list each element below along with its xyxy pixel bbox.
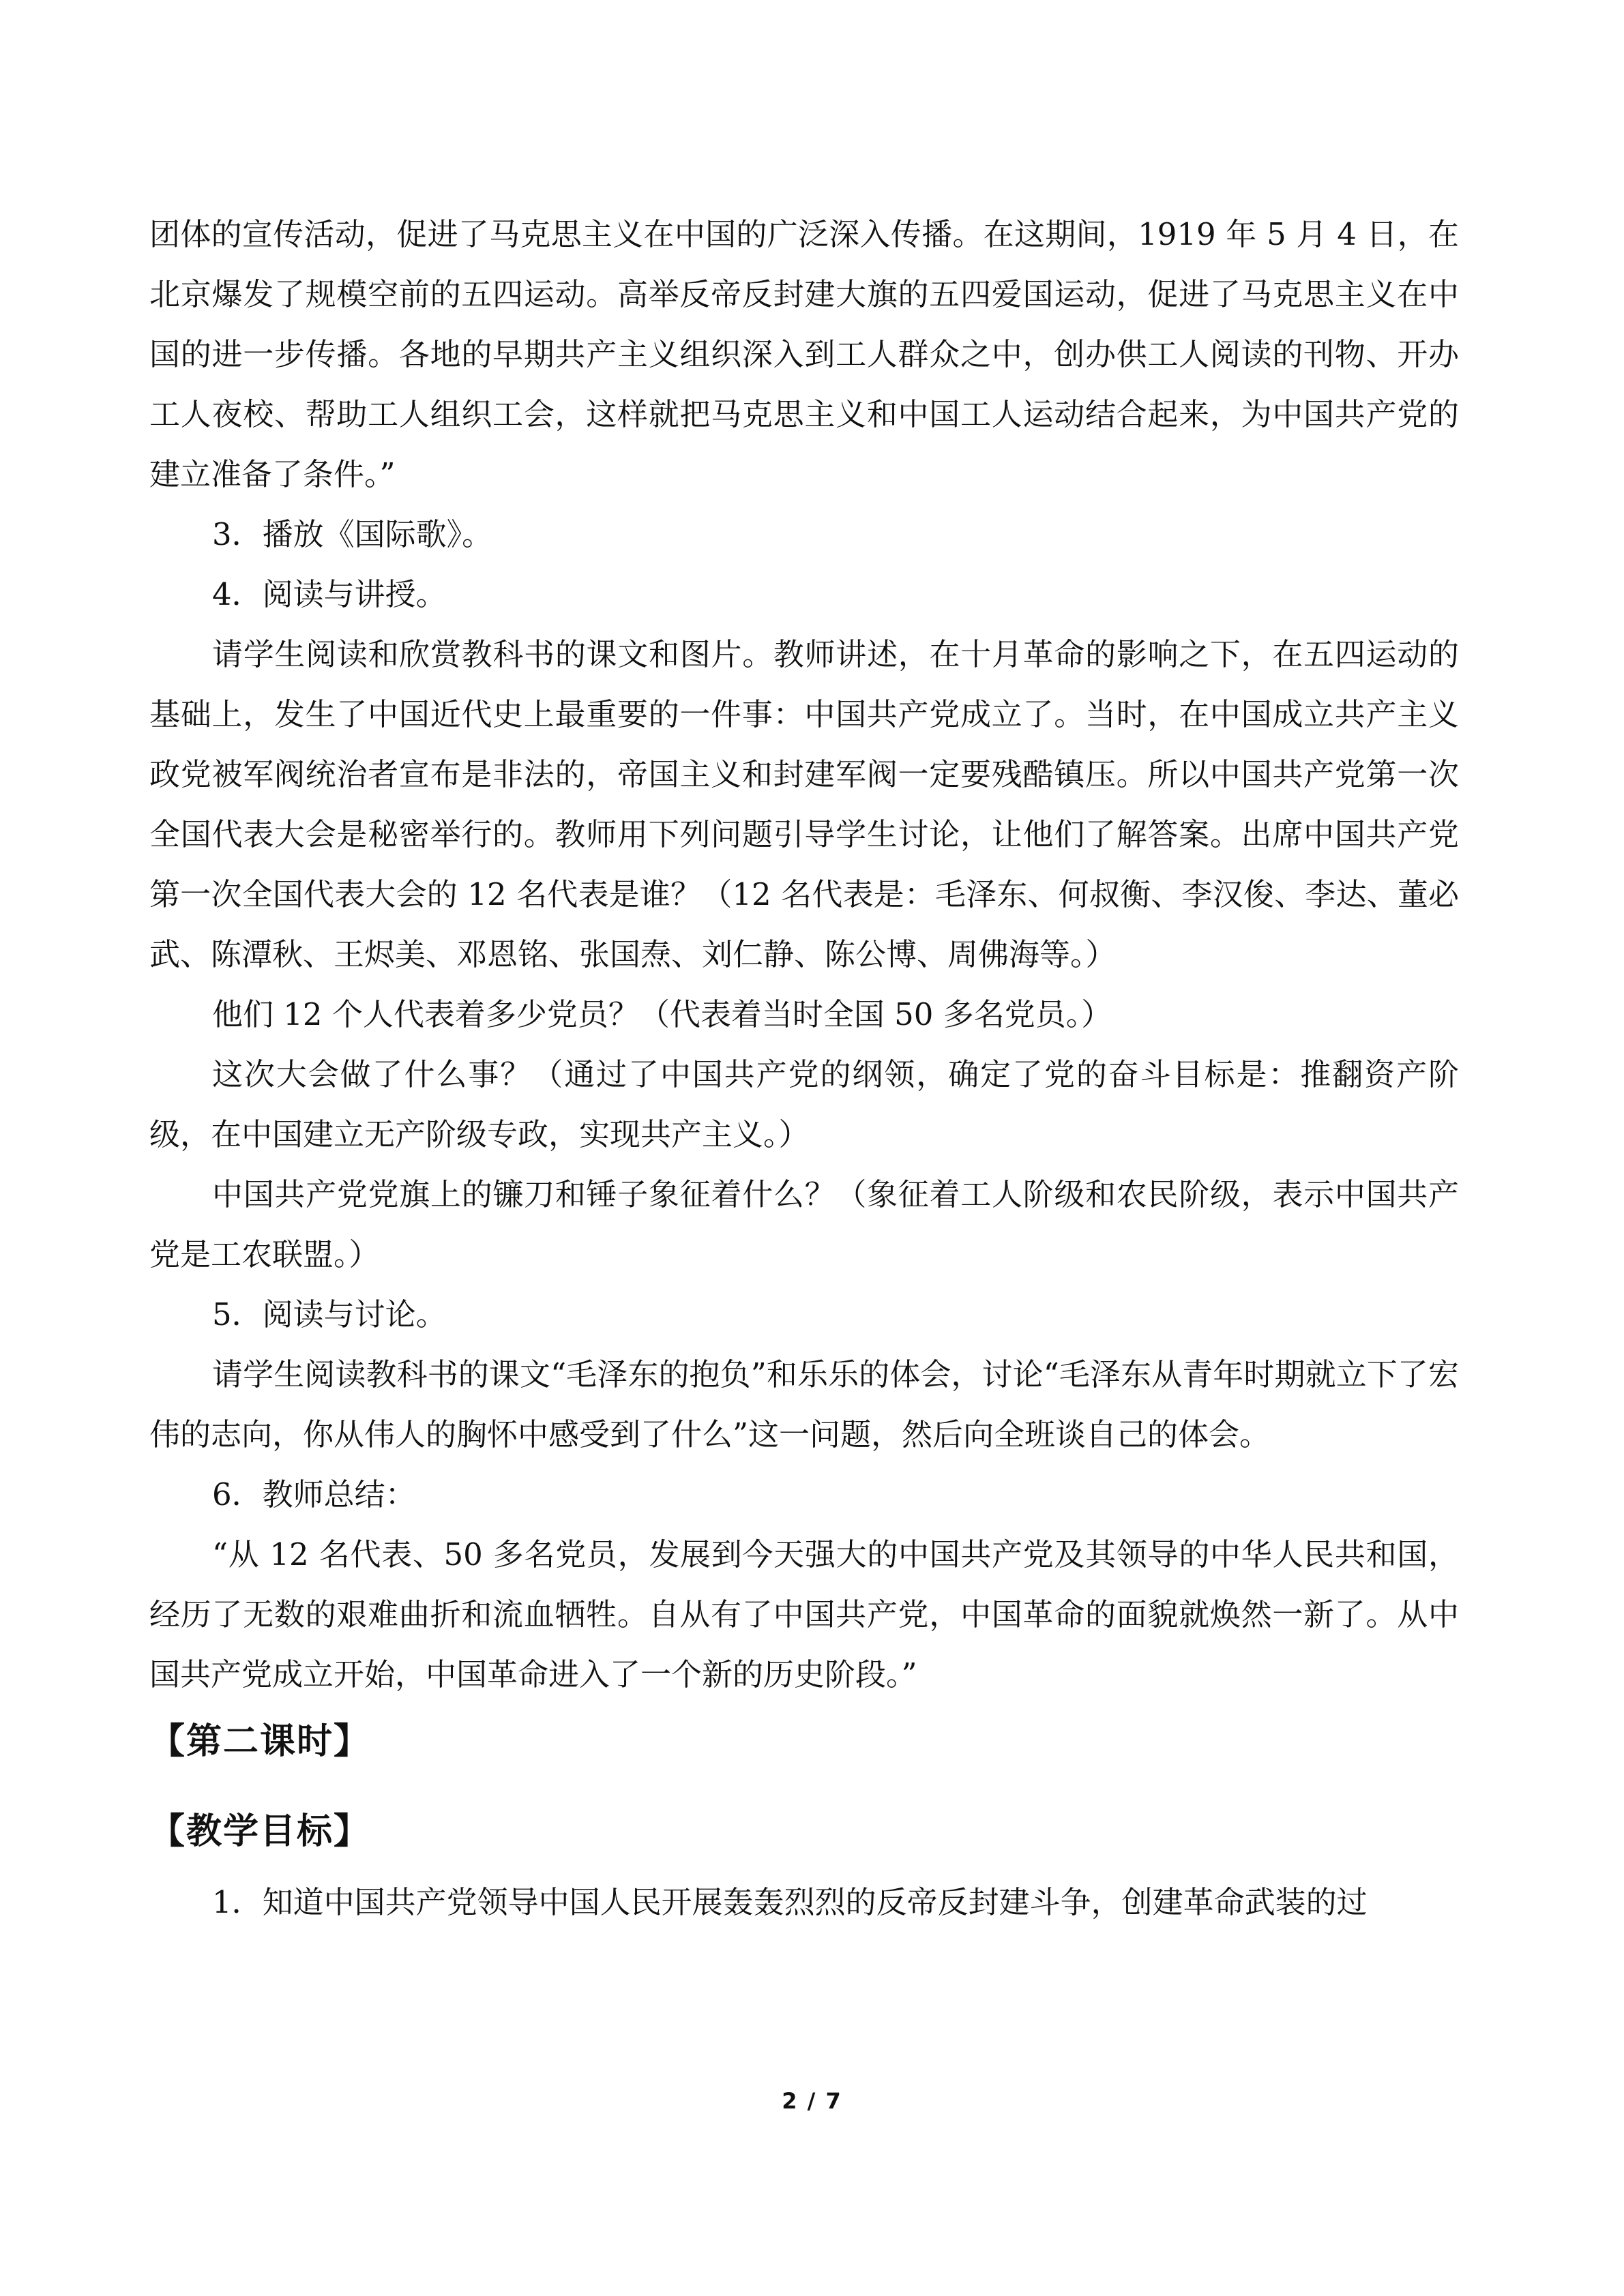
paragraph-question-congress: 这次大会做了什么事？（通过了中国共产党的纲领，确定了党的奋斗目标是：推翻资产阶级，在中国建立无产阶级专政，实现共产主义。） [149, 1056, 1459, 1152]
paragraph-step-3: 3．播放《国际歌》。 [212, 516, 493, 552]
paragraph-step-6: 6．教师总结： [212, 1476, 416, 1512]
page-content [149, 205, 1459, 1933]
paragraph-step-5: 5．阅读与讨论。 [212, 1296, 447, 1332]
objective-item: 1．知道中国共产党领导中国人民开展轰轰烈烈的反帝反封建斗争，创建革命武装的过 [212, 1884, 1368, 1920]
paragraph-continuation: 团体的宣传活动，促进了马克思主义在中国的广泛深入传播。在这期间，1919 年 5 月 4 日，在北京爆发了规模空前的五四运动。高举反帝反封建大旗的五四爱国运动，促进了马克思主义在中国的进一步传播。各地的早期共产主义组织深入到工人群众之中，创办供工人阅读的刊物、开办工人夜校、帮助工人组织工会，这样就把马克思主义和中国工人运动结合起来，为中国共产党的建立准备了条件。” [149, 216, 1459, 492]
paragraph-discussion: 请学生阅读教科书的课文“毛泽东的抱负”和乐乐的体会，讨论“毛泽东从青年时期就立下了宏伟的志向，你从伟人的胸怀中感受到了什么”这一问题，然后向全班谈自己的体会。 [149, 1356, 1459, 1452]
paragraph-question-flag: 中国共产党党旗上的镰刀和锤子象征着什么？（象征着工人阶级和农民阶级，表示中国共产党是工农联盟。） [149, 1176, 1459, 1272]
page-number: 2 / 7 [782, 2088, 842, 2114]
paragraph-reading-lecture: 请学生阅读和欣赏教科书的课文和图片。教师讲述，在十月革命的影响之下，在五四运动的基础上，发生了中国近代史上最重要的一件事：中国共产党成立了。当时，在中国成立共产主义政党被军阀统治者宣布是非法的，帝国主义和封建军阀一定要残酷镇压。所以中国共产党第一次全国代表大会是秘密举行的。教师用下列问题引导学生讨论，让他们了解答案。出席中国共产党第一次全国代表大会的 12 名代表是谁？（12 名代表是：毛泽东、何叔衡、李汉俊、李达、董必武、陈潭秋、王烬美、邓恩铭、张国焘、刘仁静、陈公博、周佛海等。） [149, 636, 1459, 972]
paragraph-question-members: 他们 12 个人代表着多少党员？（代表着当时全国 50 多名党员。） [212, 996, 1112, 1032]
paragraph-step-4: 4．阅读与讲授。 [212, 576, 447, 612]
section-heading-second-lesson: 【第二课时】 [149, 1721, 371, 1762]
section-heading-teaching-objectives: 【教学目标】 [149, 1811, 371, 1852]
paragraph-summary-quote: “从 12 名代表、50 多名党员，发展到今天强大的中国共产党及其领导的中华人民共和国，经历了无数的艰难曲折和流血牺牲。自从有了中国共产党，中国革命的面貌就焕然一新了。从中国共产党成立开始，中国革命进入了一个新的历史阶段。” [149, 1536, 1459, 1693]
